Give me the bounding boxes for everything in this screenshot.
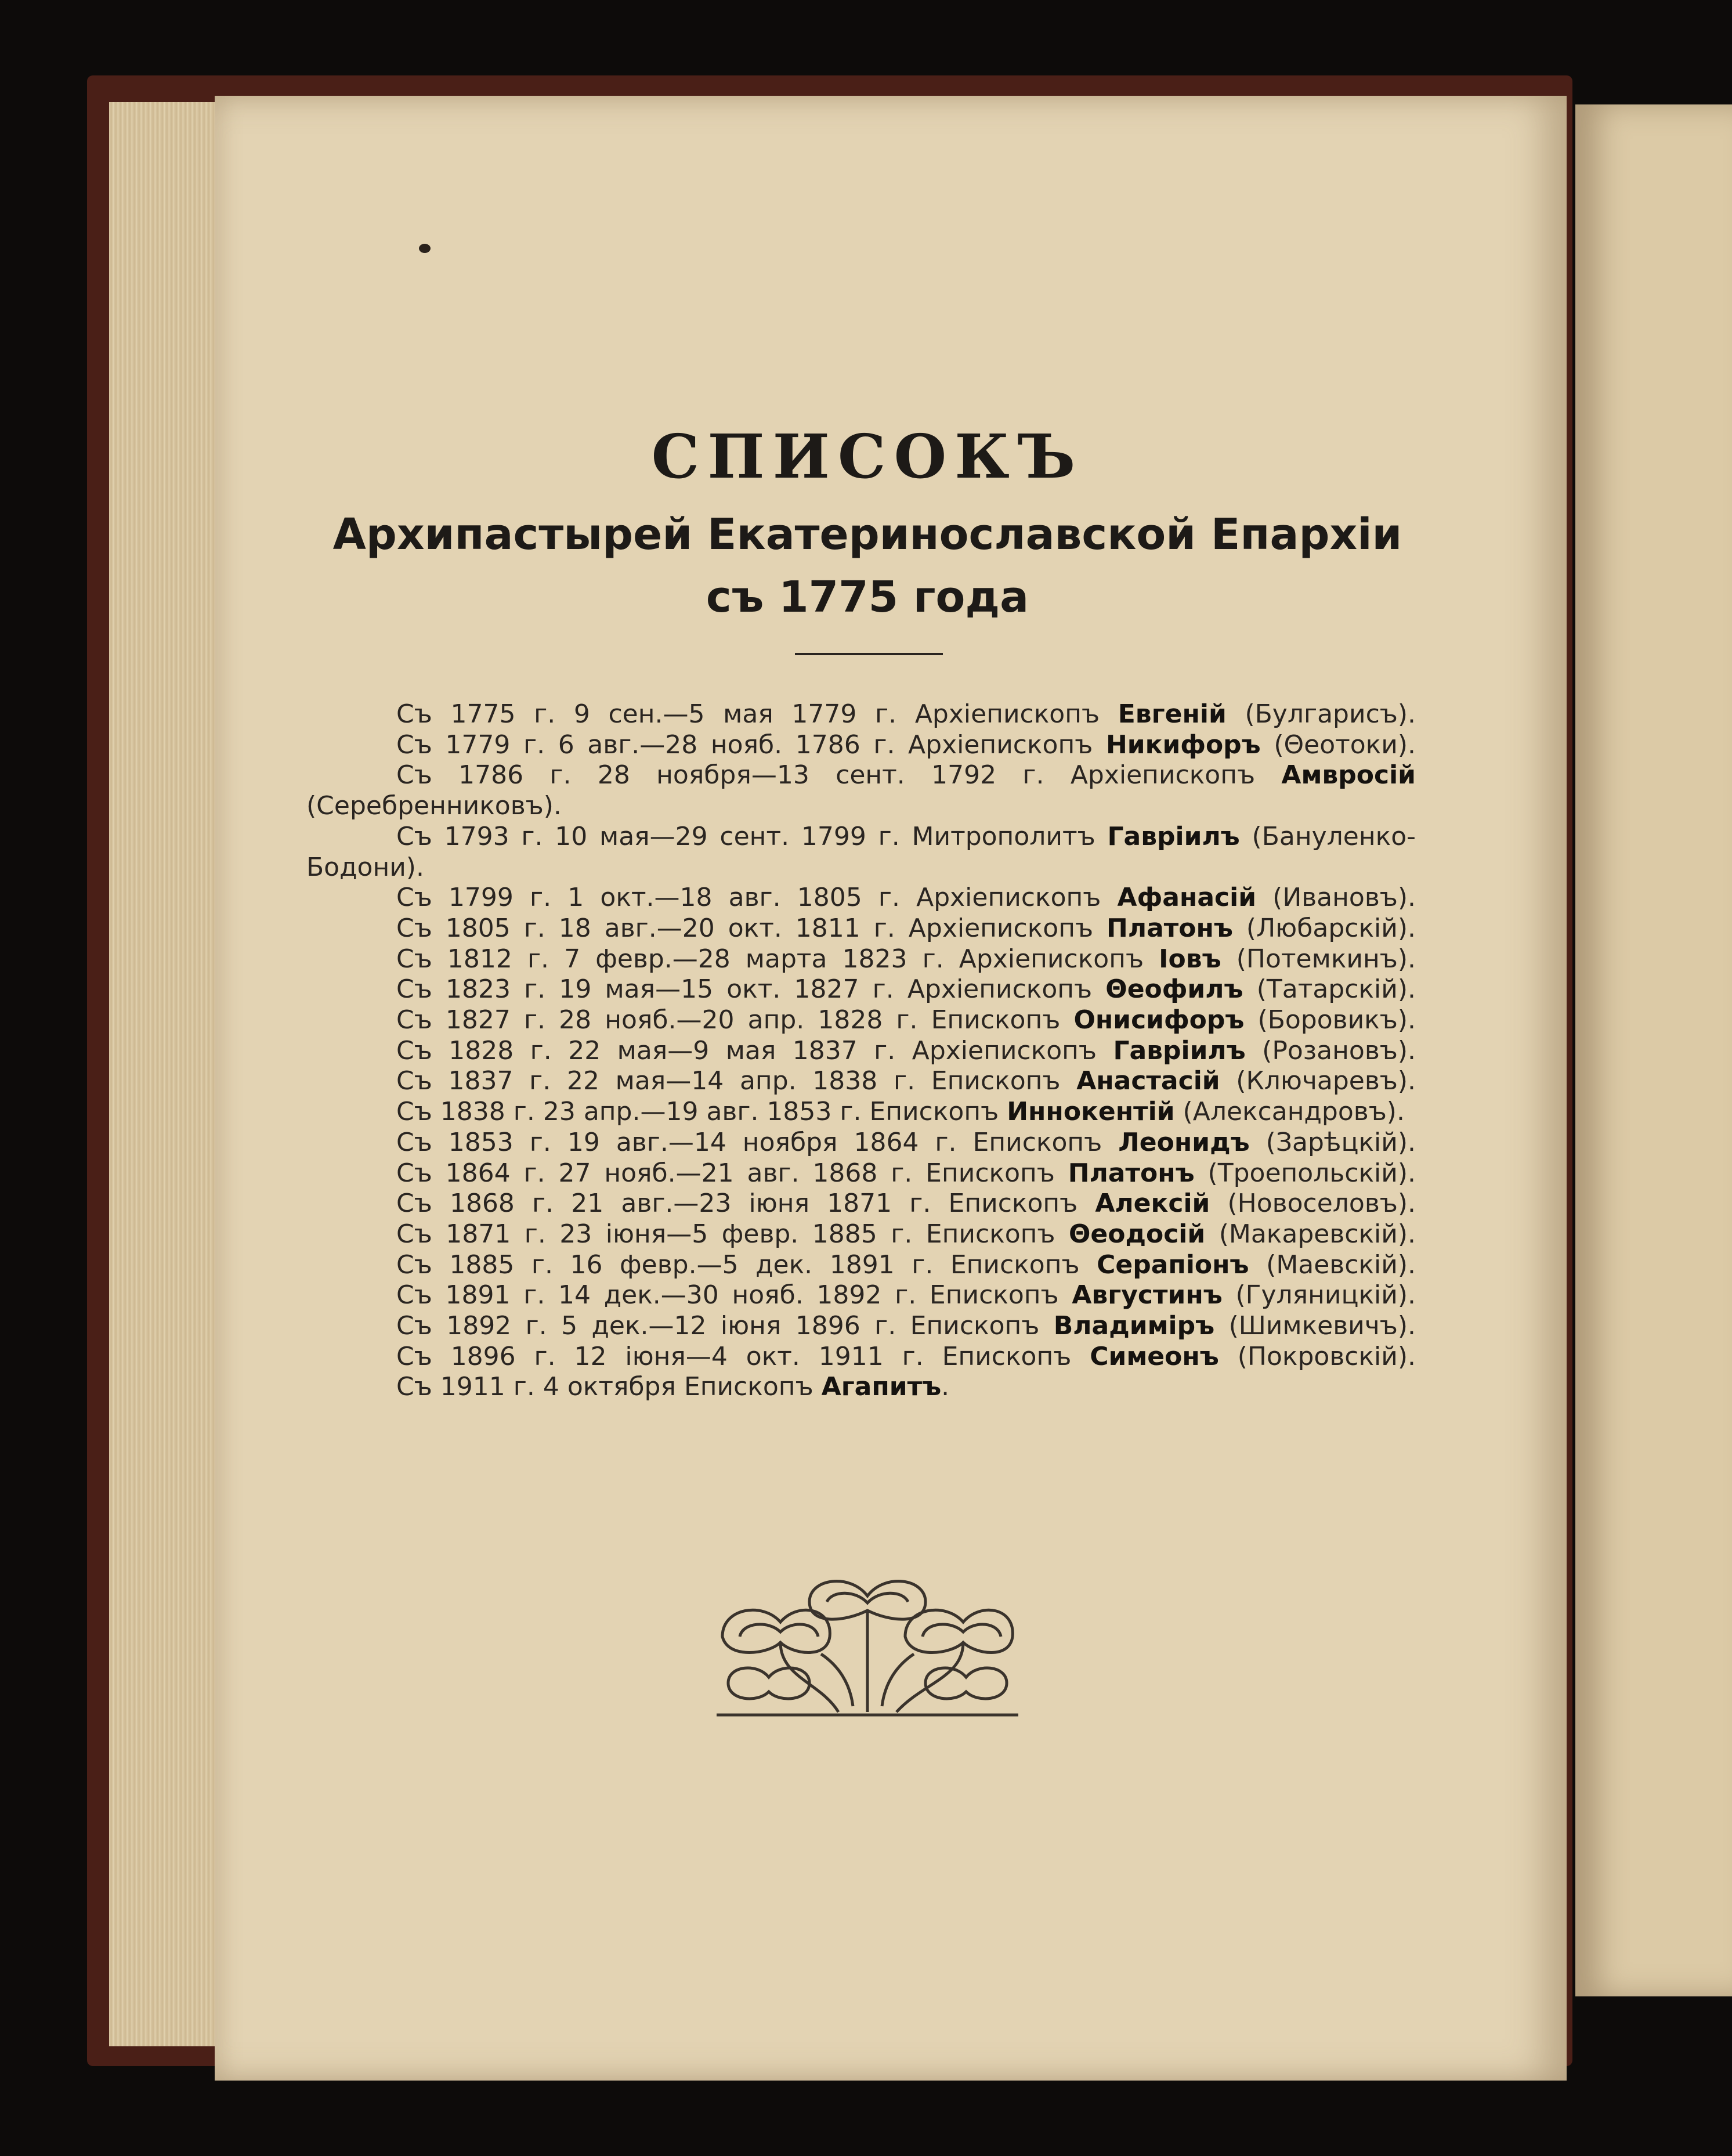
bishop-name: Евгеній (1118, 699, 1227, 729)
page-subtitle-line1: Архипастырей Екатеринославской Епархіи (332, 510, 1402, 559)
bishop-name: Афанасій (1117, 883, 1257, 913)
bishop-name: Агапитъ (821, 1372, 942, 1402)
bishop-name: Амвросій (1281, 760, 1416, 790)
bishop-name: Никифоръ (1105, 729, 1261, 760)
list-entry: Съ 1868 г. 21 авг.—23 іюня 1871 г. Епископъ Алексій (Новоселовъ). (396, 1189, 1416, 1219)
bishop-name: Θеофилъ (1105, 974, 1243, 1005)
bishop-name: Леонидъ (1118, 1127, 1250, 1157)
floral-ornament-icon (705, 1567, 1030, 1729)
list-entry: Съ 1838 г. 23 апр.—19 авг. 1853 г. Епископъ Иннокентій (Александровъ). (396, 1097, 1405, 1127)
list-entry: Съ 1793 г. 10 мая—29 сент. 1799 г. Митрополитъ Гавріилъ (Бануленко-Бодони). (306, 821, 1416, 882)
list-entry: Съ 1827 г. 28 нояб.—20 апр. 1828 г. Епископъ Онисифоръ (Боровикъ). (396, 1005, 1416, 1035)
ink-spot (419, 244, 431, 253)
list-entry: Съ 1837 г. 22 мая—14 апр. 1838 г. Епископъ Анастасій (Ключаревъ). (396, 1066, 1416, 1096)
list-entry: Съ 1853 г. 19 авг.—14 ноября 1864 г. Епископъ Леонидъ (Зарѣцкій). (396, 1127, 1416, 1157)
list-entry: Съ 1775 г. 9 сен.—5 мая 1779 г. Архіепископъ Евгеній (Булгарисъ). (396, 699, 1416, 729)
list-entry: Съ 1805 г. 18 авг.—20 окт. 1811 г. Архіепископъ Платонъ (Любарскій). (396, 913, 1416, 943)
bishop-name: Іовъ (1159, 944, 1221, 974)
bishop-name: Гавріилъ (1113, 1035, 1246, 1066)
page-subtitle-line2: съ 1775 года (706, 572, 1029, 622)
bishop-name: Гавріилъ (1107, 821, 1240, 851)
list-entry: Съ 1812 г. 7 февр.—28 марта 1823 г. Архіепископъ Іовъ (Потемкинъ). (396, 944, 1416, 974)
list-entry: Съ 1911 г. 4 октября Епископъ Агапитъ. (396, 1372, 950, 1402)
list-entry: Съ 1864 г. 27 нояб.—21 авг. 1868 г. Епископъ Платонъ (Троепольскій). (396, 1158, 1416, 1188)
page-stack-edge (109, 102, 231, 2046)
bishop-name: Иннокентій (1007, 1097, 1175, 1127)
bishop-name: Владиміръ (1053, 1311, 1215, 1341)
list-entry: Съ 1823 г. 19 мая—15 окт. 1827 г. Архіепископъ Θеофилъ (Татарскій). (396, 974, 1416, 1005)
bishop-name: Онисифоръ (1073, 1005, 1245, 1035)
bishops-list (306, 699, 1416, 1403)
bishop-name: Анастасій (1076, 1066, 1220, 1096)
bishop-name: Платонъ (1068, 1158, 1195, 1188)
list-entry: Съ 1891 г. 14 дек.—30 нояб. 1892 г. Епископъ Августинъ (Гуляницкій). (396, 1280, 1416, 1310)
facing-page (1575, 104, 1732, 1996)
bishop-name: Алексій (1095, 1189, 1210, 1219)
bishop-name: Симеонъ (1090, 1341, 1219, 1371)
bishop-name: Серапіонъ (1097, 1249, 1249, 1280)
list-entry: Съ 1871 г. 23 іюня—5 февр. 1885 г. Епископъ Θеодосій (Макаревскій). (396, 1219, 1416, 1249)
list-entry: Съ 1885 г. 16 февр.—5 дек. 1891 г. Епископъ Серапіонъ (Маевскій). (396, 1249, 1416, 1280)
list-entry: Съ 1786 г. 28 ноября—13 сент. 1792 г. Архіепископъ Амвросій (Серебренниковъ). (306, 760, 1416, 821)
list-entry: Съ 1799 г. 1 окт.—18 авг. 1805 г. Архіепископъ Афанасій (Ивановъ). (396, 883, 1416, 913)
bishop-name: Θеодосій (1068, 1219, 1206, 1249)
list-entry: Съ 1828 г. 22 мая—9 мая 1837 г. Архіепископъ Гавріилъ (Розановъ). (396, 1035, 1416, 1066)
list-entry: Съ 1779 г. 6 авг.—28 нояб. 1786 г. Архіепископъ Никифоръ (Θеотоки). (396, 729, 1416, 760)
bishop-name: Платонъ (1107, 913, 1233, 943)
page-title: СПИСОКЪ (651, 421, 1084, 492)
list-entry: Съ 1892 г. 5 дек.—12 іюня 1896 г. Епископъ Владиміръ (Шимкевичъ). (396, 1311, 1416, 1341)
title-divider (795, 653, 943, 655)
bishop-name: Августинъ (1072, 1280, 1223, 1310)
list-entry: Съ 1896 г. 12 іюня—4 окт. 1911 г. Епископъ Симеонъ (Покровскій). (396, 1341, 1416, 1371)
